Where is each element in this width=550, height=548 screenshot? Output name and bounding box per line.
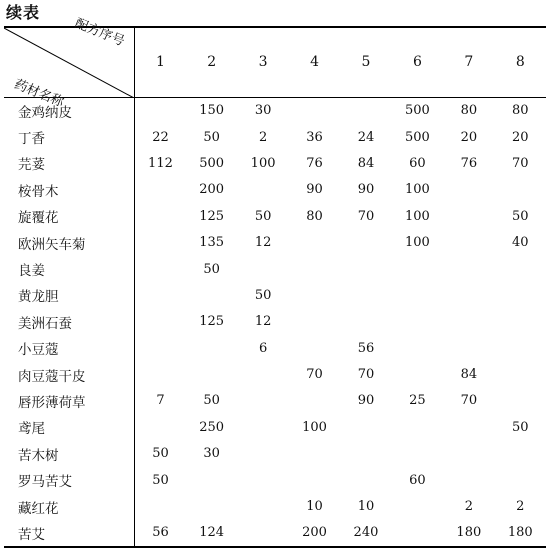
value-cell: 30 bbox=[203, 446, 220, 462]
value-cell: 90 bbox=[357, 393, 375, 409]
value-cell bbox=[392, 335, 443, 361]
value-cell: 10 bbox=[306, 499, 323, 515]
value-cell: 200 bbox=[289, 520, 340, 547]
table-row bbox=[4, 282, 546, 308]
herb-name-cell: 芫荽 bbox=[4, 150, 135, 176]
value-cell bbox=[443, 441, 494, 467]
formula-table bbox=[4, 16, 546, 548]
value-cell: 25 bbox=[409, 393, 426, 409]
value-cell: 2 bbox=[258, 129, 268, 145]
table-row bbox=[4, 467, 546, 493]
value-cell: 200 bbox=[199, 182, 225, 198]
value-cell: 50 bbox=[152, 446, 169, 462]
value-cell: 2 bbox=[464, 499, 473, 515]
value-cell: 22 bbox=[152, 129, 169, 145]
value-cell: 70 bbox=[306, 367, 323, 383]
table-row bbox=[4, 177, 546, 203]
herb-name-cell: 苦艾 bbox=[4, 520, 135, 547]
value-cell bbox=[392, 493, 443, 519]
value-cell bbox=[237, 361, 288, 387]
value-cell: 56 bbox=[135, 520, 186, 547]
value-cell bbox=[135, 256, 186, 282]
table-row bbox=[4, 414, 546, 440]
herb-name-cell: 桉骨木 bbox=[4, 177, 135, 203]
value-cell bbox=[289, 467, 340, 493]
value-cell: 24 bbox=[357, 129, 375, 145]
table-row bbox=[4, 229, 546, 255]
value-cell bbox=[186, 335, 237, 361]
value-cell: 50 bbox=[152, 472, 169, 488]
column-header: 3 bbox=[237, 27, 288, 97]
value-cell bbox=[186, 493, 237, 519]
value-cell: 100 bbox=[404, 235, 430, 251]
value-cell bbox=[237, 256, 288, 282]
value-cell: 76 bbox=[460, 155, 478, 171]
herb-name-cell: 欧洲矢车菊 bbox=[4, 229, 135, 255]
value-cell: 40 bbox=[512, 235, 529, 251]
value-cell bbox=[135, 97, 186, 124]
table-row bbox=[4, 203, 546, 229]
value-cell bbox=[392, 256, 443, 282]
header-herb-name-label: 药材名称 bbox=[12, 76, 66, 110]
value-cell: 36 bbox=[306, 129, 323, 145]
column-header: 2 bbox=[186, 27, 237, 97]
table-row bbox=[4, 493, 546, 519]
herb-name-cell: 美洲石蚕 bbox=[4, 309, 135, 335]
value-cell bbox=[340, 97, 391, 124]
value-cell: 500 bbox=[404, 129, 430, 145]
value-cell bbox=[289, 335, 340, 361]
table-body bbox=[4, 97, 546, 547]
value-cell: 50 bbox=[203, 129, 220, 145]
value-cell: 250 bbox=[199, 419, 225, 435]
value-cell bbox=[135, 361, 186, 387]
value-cell: 50 bbox=[203, 393, 220, 409]
value-cell bbox=[495, 441, 546, 467]
table-row bbox=[4, 520, 546, 547]
table-caption: 续表 bbox=[6, 3, 41, 22]
herb-name-cell: 藏红花 bbox=[4, 493, 135, 519]
table-row bbox=[4, 309, 546, 335]
value-cell bbox=[237, 388, 288, 414]
value-cell bbox=[340, 282, 391, 308]
value-cell bbox=[495, 177, 546, 203]
value-cell: 76 bbox=[306, 155, 323, 171]
value-cell: 80 bbox=[512, 103, 529, 119]
herb-name-cell: 小豆蔻 bbox=[4, 335, 135, 361]
value-cell bbox=[340, 467, 391, 493]
herb-name-cell: 肉豆蔻干皮 bbox=[4, 361, 135, 387]
value-cell bbox=[340, 309, 391, 335]
value-cell: 500 bbox=[404, 103, 430, 119]
value-cell bbox=[135, 309, 186, 335]
value-cell bbox=[135, 335, 186, 361]
table-row bbox=[4, 441, 546, 467]
value-cell bbox=[495, 388, 546, 414]
value-cell: 50 bbox=[203, 261, 220, 277]
value-cell: 500 bbox=[199, 155, 225, 171]
value-cell bbox=[495, 309, 546, 335]
value-cell bbox=[237, 414, 288, 440]
value-cell: 135 bbox=[199, 235, 225, 251]
column-header: 6 bbox=[392, 27, 443, 97]
table-row bbox=[4, 388, 546, 414]
value-cell: 112 bbox=[148, 155, 173, 171]
value-cell bbox=[289, 282, 340, 308]
value-cell: 20 bbox=[460, 129, 478, 145]
value-cell: 6 bbox=[258, 340, 268, 356]
value-cell: 50 bbox=[254, 208, 272, 224]
value-cell: 100 bbox=[404, 208, 430, 224]
value-cell bbox=[392, 441, 443, 467]
value-cell bbox=[186, 282, 237, 308]
table-row bbox=[4, 361, 546, 387]
value-cell bbox=[289, 256, 340, 282]
value-cell bbox=[340, 414, 391, 440]
herb-name-cell: 唇形薄荷草 bbox=[4, 388, 135, 414]
value-cell bbox=[392, 361, 443, 387]
value-cell bbox=[135, 229, 186, 255]
value-cell bbox=[495, 361, 546, 387]
herb-name-cell: 罗马苦艾 bbox=[4, 467, 135, 493]
value-cell bbox=[186, 361, 237, 387]
column-header: 8 bbox=[495, 27, 546, 97]
table-row bbox=[4, 335, 546, 361]
value-cell bbox=[135, 203, 186, 229]
value-cell bbox=[340, 441, 391, 467]
value-cell bbox=[443, 177, 494, 203]
value-cell bbox=[237, 493, 288, 519]
value-cell bbox=[186, 467, 237, 493]
value-cell bbox=[495, 256, 546, 282]
value-cell bbox=[443, 229, 494, 255]
value-cell: 125 bbox=[199, 208, 225, 224]
herb-name-cell: 金鸡纳皮 bbox=[4, 97, 135, 124]
value-cell bbox=[237, 177, 288, 203]
value-cell: 180 bbox=[495, 520, 546, 547]
value-cell: 12 bbox=[254, 235, 272, 251]
value-cell: 100 bbox=[404, 182, 430, 198]
value-cell: 100 bbox=[302, 419, 327, 435]
value-cell bbox=[495, 335, 546, 361]
column-header: 4 bbox=[289, 27, 340, 97]
value-cell bbox=[443, 309, 494, 335]
value-cell: 50 bbox=[254, 287, 272, 303]
value-cell: 180 bbox=[443, 520, 494, 547]
value-cell: 84 bbox=[460, 367, 478, 383]
value-cell: 240 bbox=[340, 520, 391, 547]
value-cell bbox=[237, 441, 288, 467]
value-cell: 70 bbox=[512, 155, 529, 171]
value-cell: 70 bbox=[460, 393, 478, 409]
header-row bbox=[4, 27, 546, 97]
value-cell: 80 bbox=[460, 103, 478, 119]
value-cell bbox=[443, 335, 494, 361]
value-cell bbox=[392, 520, 443, 547]
value-cell: 30 bbox=[254, 103, 272, 119]
value-cell: 84 bbox=[357, 155, 375, 171]
herb-name-cell: 苦木树 bbox=[4, 441, 135, 467]
value-cell: 100 bbox=[250, 155, 276, 171]
value-cell bbox=[443, 414, 494, 440]
value-cell bbox=[495, 467, 546, 493]
column-header: 7 bbox=[443, 27, 494, 97]
table-row bbox=[4, 124, 546, 150]
herb-name-cell: 黄龙胆 bbox=[4, 282, 135, 308]
value-cell bbox=[135, 177, 186, 203]
value-cell: 7 bbox=[156, 393, 165, 409]
column-header: 5 bbox=[340, 27, 391, 97]
value-cell: 125 bbox=[199, 314, 225, 330]
value-cell: 60 bbox=[409, 155, 426, 171]
value-cell bbox=[392, 309, 443, 335]
herb-name-cell: 鸢尾 bbox=[4, 414, 135, 440]
value-cell bbox=[289, 309, 340, 335]
value-cell: 20 bbox=[512, 129, 529, 145]
value-cell bbox=[340, 256, 391, 282]
value-cell bbox=[443, 256, 494, 282]
value-cell bbox=[392, 414, 443, 440]
herb-name-cell: 旋覆花 bbox=[4, 203, 135, 229]
value-cell: 70 bbox=[357, 208, 375, 224]
value-cell: 70 bbox=[357, 367, 375, 383]
value-cell: 60 bbox=[409, 472, 426, 488]
value-cell bbox=[135, 414, 186, 440]
value-cell: 2 bbox=[516, 499, 525, 515]
value-cell bbox=[237, 467, 288, 493]
table-row bbox=[4, 97, 546, 124]
value-cell: 150 bbox=[199, 103, 225, 119]
table-row bbox=[4, 256, 546, 282]
value-cell bbox=[289, 441, 340, 467]
value-cell bbox=[289, 97, 340, 124]
value-cell: 80 bbox=[306, 208, 323, 224]
value-cell bbox=[495, 282, 546, 308]
herb-name-cell: 良姜 bbox=[4, 256, 135, 282]
value-cell bbox=[237, 520, 288, 547]
value-cell bbox=[340, 229, 391, 255]
table-row bbox=[4, 150, 546, 176]
value-cell: 12 bbox=[254, 314, 272, 330]
value-cell: 90 bbox=[306, 182, 323, 198]
value-cell bbox=[443, 282, 494, 308]
value-cell bbox=[392, 282, 443, 308]
value-cell: 124 bbox=[186, 520, 237, 547]
value-cell: 50 bbox=[512, 419, 529, 435]
value-cell: 10 bbox=[357, 499, 375, 515]
value-cell bbox=[135, 282, 186, 308]
value-cell bbox=[289, 388, 340, 414]
value-cell: 56 bbox=[357, 340, 375, 356]
value-cell: 90 bbox=[357, 182, 375, 198]
column-header: 1 bbox=[135, 27, 186, 97]
value-cell bbox=[443, 467, 494, 493]
formula-table-wrapper bbox=[4, 16, 546, 548]
header-formula-number-label: 配方序号 bbox=[72, 16, 127, 50]
value-cell bbox=[135, 493, 186, 519]
value-cell: 50 bbox=[512, 208, 529, 224]
value-cell bbox=[443, 203, 494, 229]
herb-name-cell: 丁香 bbox=[4, 124, 135, 150]
value-cell bbox=[289, 229, 340, 255]
diagonal-header-cell bbox=[4, 16, 135, 110]
